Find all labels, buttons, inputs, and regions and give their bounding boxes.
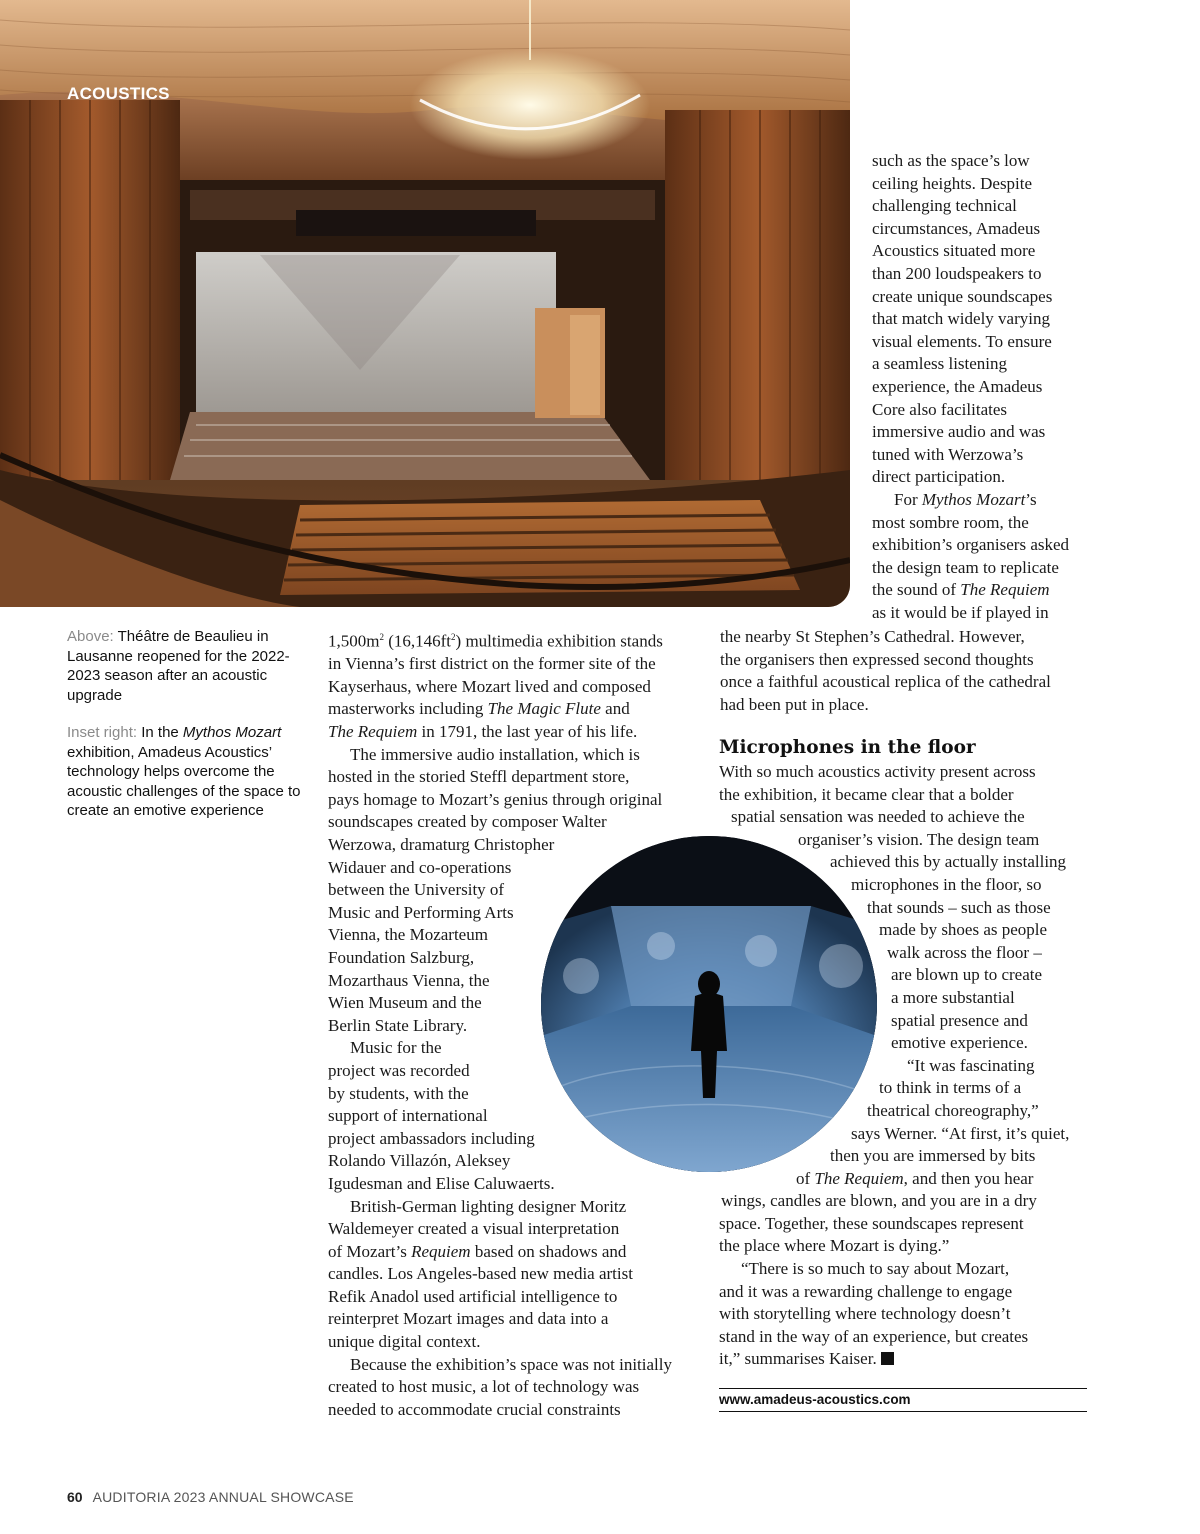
text-line: Waldemeyer created a visual interpretation: [328, 1219, 620, 1239]
text-line: such as the space’s low: [872, 151, 1030, 170]
text-line: immersive audio and was: [872, 422, 1046, 442]
text-span: it,” summarises Kaiser.: [719, 1349, 877, 1369]
text-span: , and then you hear: [903, 1168, 1034, 1188]
text-span: of Mozart’s: [328, 1241, 407, 1261]
italic-title: Mythos Mozart: [921, 489, 1026, 509]
text-line: Kayserhaus, where Mozart lived and composed: [328, 676, 651, 696]
photo-caption-above: [67, 627, 307, 705]
text-span: based on shadows and: [474, 1241, 627, 1261]
text-span: the sound of: [872, 580, 957, 600]
text-line: than 200 loudspeakers to: [872, 263, 1042, 283]
text-line: the design team to replicate: [872, 557, 1059, 577]
text-line: theatrical choreography,”: [867, 1100, 1039, 1120]
text-span: The immersive audio installation, which is: [350, 744, 640, 764]
text-line: tuned with Werzowa’s: [872, 444, 1024, 464]
text-line: Refik Anadol used artificial intelligence to: [328, 1286, 618, 1306]
text-line: once a faithful acoustical replica of the cathedral: [720, 672, 1051, 692]
caption-text: Théâtre de Beaulieu in Lausanne reopened for the 2022-2023 season after an acoustic upgrade: [67, 628, 290, 704]
text-line: as it would be if played in: [872, 602, 1049, 622]
text-line: reinterpret Mozart images and data into a: [328, 1309, 609, 1329]
text-line: Mozarthaus Vienna, the: [328, 970, 490, 990]
text-line: Music and Performing Arts: [328, 902, 514, 922]
section-heading: Microphones in the floor: [719, 737, 976, 758]
text-line: project was recorded: [328, 1060, 470, 1080]
text-line: Widauer and co-operations: [328, 857, 512, 877]
text-line: Igudesman and Elise Caluwaerts.: [328, 1173, 555, 1193]
text-line: the organisers then expressed second thoughts: [720, 649, 1034, 669]
text-line: in Vienna’s first district on the former site of the: [328, 654, 656, 674]
text-line: and it was a rewarding challenge to engage: [719, 1281, 1013, 1301]
text-line: challenging technical: [872, 196, 1017, 216]
text-line: [328, 1354, 672, 1377]
text-line: by students, with the: [328, 1083, 469, 1103]
text-line: the nearby St Stephen’s Cathedral. However,: [720, 627, 1025, 646]
text-line: spatial sensation was needed to achieve the: [731, 807, 1025, 827]
text-line: Berlin State Library.: [328, 1015, 468, 1035]
text-line: with storytelling where technology doesn’t: [719, 1304, 1011, 1324]
theatre-photo: [0, 0, 850, 607]
text-span: 1,500m: [328, 631, 380, 651]
text-line: support of international: [328, 1106, 488, 1126]
italic-title: The Requiem: [960, 580, 1050, 600]
text-line: a more substantial: [891, 987, 1015, 1007]
inset-photo-illustration: [541, 836, 877, 1172]
text-line: soundscapes created by composer Walter: [328, 812, 607, 832]
text-line: made by shoes as people: [879, 920, 1048, 940]
text-line: candles. Los Angeles-based new media artist: [328, 1264, 633, 1284]
text-line: direct participation.: [872, 467, 1006, 487]
divider-rule: [719, 1411, 1087, 1412]
text-line: [328, 721, 672, 744]
text-line: needed to accommodate crucial constraints: [328, 1399, 621, 1419]
text-line: pays homage to Mozart’s genius through original: [328, 789, 663, 809]
text-line: [328, 744, 672, 767]
text-span: ’s: [1025, 489, 1037, 509]
text-line: [719, 1168, 1069, 1191]
text-span: “There is so much to say about Mozart,: [741, 1259, 1010, 1279]
italic-title: The Requiem: [814, 1168, 904, 1188]
text-span: For: [894, 489, 918, 509]
text-line: [872, 489, 1069, 512]
text-line: a seamless listening: [872, 354, 1008, 374]
text-line: spatial presence and: [891, 1010, 1028, 1030]
text-line: created to host music, a lot of technology was: [328, 1377, 640, 1397]
page-number: 60: [67, 1489, 83, 1505]
text-line: [872, 579, 1069, 602]
section-label: ACOUSTICS: [67, 84, 170, 103]
text-line: ceiling heights. Despite: [872, 173, 1033, 193]
text-line: organiser’s vision. The design team: [798, 829, 1040, 849]
article-column-top-right: [872, 150, 1069, 624]
text-span: (16,146ft: [383, 631, 452, 651]
text-line: microphones in the floor, so: [851, 874, 1042, 894]
text-line: Foundation Salzburg,: [328, 947, 475, 967]
text-line: unique digital context.: [328, 1332, 481, 1352]
inset-exhibition-photo: [541, 836, 877, 1172]
text-line: emotive experience.: [891, 1033, 1028, 1053]
website-link[interactable]: www.amadeus-acoustics.com: [719, 1392, 911, 1407]
text-line: between the University of: [328, 880, 505, 900]
text-line: space. Together, these soundscapes represent: [719, 1213, 1024, 1233]
text-span: British-German lighting designer Moritz: [350, 1196, 627, 1216]
text-line: experience, the Amadeus: [872, 376, 1043, 396]
caption-italic: Mythos Mozart: [182, 724, 282, 741]
text-line: With so much acoustics activity present across: [719, 762, 1036, 781]
text-line: create unique soundscapes: [872, 286, 1053, 306]
text-line: exhibition’s organisers asked: [872, 535, 1070, 555]
text-line: says Werner. “At first, it’s quiet,: [851, 1123, 1070, 1143]
text-line: [719, 1258, 1069, 1281]
caption-lead: Above:: [67, 628, 114, 645]
text-line: [328, 1196, 672, 1219]
text-line: [328, 626, 672, 653]
text-line: hosted in the storied Steffl department store,: [328, 767, 630, 787]
text-line: walk across the floor –: [887, 942, 1042, 962]
text-line: had been put in place.: [720, 694, 869, 714]
caption-lead: Inset right:: [67, 724, 138, 741]
italic-title: The Magic Flute: [487, 699, 601, 719]
text-line: circumstances, Amadeus: [872, 218, 1041, 238]
text-line: [328, 1241, 672, 1264]
photo-caption-inset: [67, 723, 307, 821]
text-line: Acoustics situated more: [872, 241, 1036, 261]
text-line: project ambassadors including: [328, 1128, 535, 1148]
text-span: masterworks including: [328, 699, 484, 719]
page-footer: [67, 1489, 354, 1505]
text-span: of: [796, 1168, 811, 1188]
text-span: Music for the: [350, 1038, 442, 1058]
text-line: that sounds – such as those: [867, 897, 1051, 917]
divider-rule: [719, 1388, 1087, 1389]
text-span: Because the exhibition’s space was not initially: [350, 1354, 672, 1374]
text-span: ) multimedia exhibition stands: [455, 631, 663, 651]
text-span: and: [605, 699, 630, 719]
text-span: in 1791, the last year of his life.: [421, 722, 638, 742]
superscript: 2: [451, 632, 456, 642]
text-line: the place where Mozart is dying.”: [719, 1236, 950, 1256]
text-line: Wien Museum and the: [328, 993, 482, 1013]
italic-title: The Requiem: [328, 722, 418, 742]
text-line: Vienna, the Mozarteum: [328, 925, 488, 945]
caption-text: In the: [141, 724, 179, 741]
end-of-article-mark: [881, 1352, 894, 1365]
text-line: Core also facilitates: [872, 399, 1008, 419]
text-line: wings, candles are blown, and you are in a dry: [721, 1191, 1037, 1211]
text-line: achieved this by actually installing: [830, 852, 1067, 872]
italic-title: Requiem: [411, 1241, 471, 1261]
article-column-right-top: [720, 626, 1051, 716]
text-line: are blown up to create: [891, 965, 1043, 985]
text-line: Werzowa, dramaturg Christopher: [328, 835, 555, 854]
text-line: “It was fascinating: [907, 1055, 1035, 1075]
text-line: most sombre room, the: [872, 512, 1029, 532]
text-line: then you are immersed by bits: [830, 1146, 1036, 1166]
text-line: to think in terms of a: [879, 1078, 1022, 1098]
text-line: [719, 1348, 1069, 1371]
text-line: stand in the way of an experience, but creates: [719, 1326, 1029, 1346]
text-line: [328, 698, 672, 721]
text-line: Rolando Villazón, Aleksey: [328, 1151, 511, 1171]
text-line: that match widely varying: [872, 309, 1050, 329]
text-line: visual elements. To ensure: [872, 331, 1052, 351]
text-line: the exhibition, it became clear that a bolder: [719, 784, 1014, 804]
caption-text: exhibition, Amadeus Acoustics’ technology helps overcome the acoustic challenges of the space to create an emotive experience: [67, 743, 301, 820]
superscript: 2: [379, 632, 384, 642]
publication-name: AUDITORIA 2023 ANNUAL SHOWCASE: [92, 1489, 354, 1505]
